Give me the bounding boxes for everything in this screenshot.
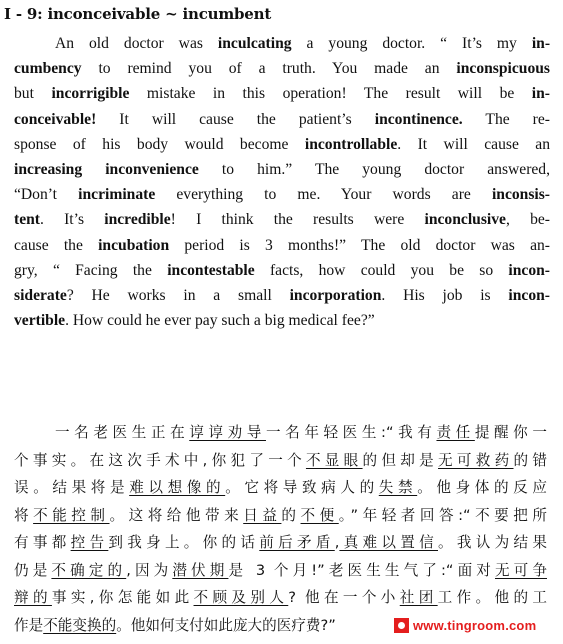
vocab-translation: 不顾及别人 <box>193 589 289 606</box>
en-line-3 <box>14 84 550 104</box>
vocab-translation: 辩的 <box>14 589 52 606</box>
vocab-word: inconspicuous <box>456 60 550 78</box>
vocab-word: increasing inconvenience <box>14 161 199 178</box>
text-run: 误。结果将是 <box>14 479 130 496</box>
en-line-6 <box>14 160 550 180</box>
text-run: . It’s <box>39 211 105 229</box>
text-run: . How could he ever pay such a big medical fee?” <box>65 312 375 330</box>
zh-line-8 <box>14 616 336 636</box>
text-run: 。它将导致病人的 <box>225 479 379 496</box>
text-run: 到我身上。你的话 <box>108 534 260 551</box>
en-line-12 <box>14 311 550 331</box>
text-run: 。这将给他带来 <box>109 506 244 524</box>
vocab-translation: 难以想像的 <box>129 479 226 496</box>
vocab-translation: 不确定的 <box>51 561 127 579</box>
text-run: 提醒你一 <box>474 424 547 441</box>
en-line-9 <box>14 236 550 256</box>
vocab-translation: 日益 <box>243 506 282 524</box>
text-run: ! I think the results were <box>170 211 425 229</box>
text-run: period is 3 months!” The old doctor was an- <box>169 236 550 254</box>
vocab-translation: 无可争 <box>494 561 547 579</box>
text-run: 。”年轻者回答:“不要把所 <box>338 506 547 524</box>
vocab-word: incontinence. <box>374 110 463 128</box>
vocab-translation: 不能控制 <box>33 506 110 524</box>
vocab-word: inconclusive <box>424 211 506 229</box>
vocab-word: incorporation <box>289 287 382 304</box>
text-run: sponse of his body would become <box>14 135 305 153</box>
vocab-word: incredible <box>104 211 171 229</box>
text-run: 。他如何支付如此庞大的医疗费?” <box>116 616 336 634</box>
text-run: . His job is <box>381 287 509 304</box>
vocab-word: inconsis- <box>491 186 550 204</box>
text-run: It will cause the patient’s <box>96 110 375 128</box>
text-run: to remind you of a truth. You made an <box>81 60 457 78</box>
vocab-translation: 谆谆劝导 <box>189 424 266 441</box>
text-run: to him.” The young doctor answered, <box>198 161 551 178</box>
vocab-word: incon- <box>508 287 550 304</box>
text-run: 的但却是 <box>362 451 439 469</box>
vocab-word: in- <box>531 85 550 103</box>
vocab-word: siderate <box>14 287 67 304</box>
vocab-word: inculcating <box>217 35 292 52</box>
vocab-translation: 控告 <box>70 534 109 551</box>
zh-line-2 <box>14 451 547 471</box>
zh-line-6 <box>14 561 547 581</box>
en-line-10 <box>14 261 550 281</box>
vocab-word: incubation <box>98 236 170 254</box>
vocab-translation: 无可救药 <box>438 451 514 469</box>
vocab-translation: 责任 <box>436 424 475 441</box>
text-run: 。他身体的反应 <box>417 479 547 496</box>
en-line-5 <box>14 135 550 155</box>
zh-line-4 <box>14 506 547 526</box>
vocab-word: conceivable! <box>14 110 97 128</box>
vocab-word: incontrollable <box>304 135 398 153</box>
vocab-word: incon- <box>508 261 550 279</box>
vocab-translation: 真难以置信 <box>339 534 438 551</box>
text-run: 事实,你怎能如此 <box>51 589 194 606</box>
en-line-8 <box>14 210 550 230</box>
vocab-translation: 前后矛盾 <box>259 534 335 551</box>
text-run: but <box>14 85 52 103</box>
text-run: 将 <box>14 506 34 524</box>
en-line-2 <box>14 59 550 79</box>
en-line-11 <box>14 286 550 306</box>
vocab-word: tent <box>14 211 40 229</box>
text-run: 有事都 <box>14 534 71 551</box>
text-run: 是 3 个月!”老医生生气了:“面对 <box>228 561 495 579</box>
vocab-word: cumbency <box>14 60 82 78</box>
vocab-translation: 不便 <box>300 506 339 524</box>
watermark <box>392 618 538 633</box>
text-run: 的 <box>281 506 301 524</box>
text-run: ? He works in a small <box>66 287 290 304</box>
text-run: 一名老医生正在 <box>55 424 190 441</box>
text-run: 的错 <box>513 451 547 469</box>
zh-line-1 <box>55 423 547 443</box>
text-run: 工作。他的工 <box>437 589 547 606</box>
text-run: 作是 <box>14 616 44 634</box>
watermark-text: www.tingroom.com <box>413 618 537 633</box>
text-run: , <box>334 534 340 551</box>
text-run: ? 他在一个小 <box>288 589 400 606</box>
text-run: gry, “ Facing the <box>14 261 168 279</box>
text-run: cause the <box>14 236 99 254</box>
en-line-4 <box>14 110 550 130</box>
zh-line-3 <box>14 478 547 498</box>
vocab-word: incontestable <box>167 261 255 279</box>
text-run: . It will cause an <box>397 135 551 153</box>
text-run: The re- <box>462 110 550 128</box>
text-run: mistake in this operation! The result will be <box>129 85 532 103</box>
text-run: 一名年轻医生:“我有 <box>265 424 437 441</box>
text-run: , be- <box>505 211 550 229</box>
zh-line-7 <box>14 588 547 608</box>
en-line-1 <box>55 34 550 54</box>
zh-line-5 <box>14 533 547 553</box>
text-run: 个事实。在这次手术中,你犯了一个 <box>14 451 306 469</box>
text-run: 仍是 <box>14 561 52 579</box>
text-run: “Don’t <box>14 186 79 204</box>
text-run: An old doctor was <box>55 35 218 52</box>
vocab-translation: 失禁 <box>378 479 418 496</box>
vocab-translation: 不显眼 <box>305 451 363 469</box>
vocab-word: in- <box>531 35 551 52</box>
text-run: everything to me. Your words are <box>155 186 492 204</box>
text-run: facts, how could you be so <box>254 261 509 279</box>
section-title: I - 9: inconceivable ~ incumbent <box>4 5 272 23</box>
vocab-word: incorrigible <box>51 85 130 103</box>
vocab-word: incriminate <box>78 186 156 204</box>
vocab-word: vertible <box>14 312 66 330</box>
text-run: a young doctor. “ It’s my <box>291 35 532 52</box>
vocab-translation: 潜伏期 <box>172 561 229 579</box>
en-line-7 <box>14 185 550 205</box>
vocab-translation: 不能变换的 <box>43 616 117 634</box>
vocab-translation: 社团 <box>399 589 438 606</box>
tingroom-logo-icon <box>394 618 409 633</box>
text-run: ,因为 <box>126 561 173 579</box>
text-run: 。我认为结果 <box>438 534 547 551</box>
